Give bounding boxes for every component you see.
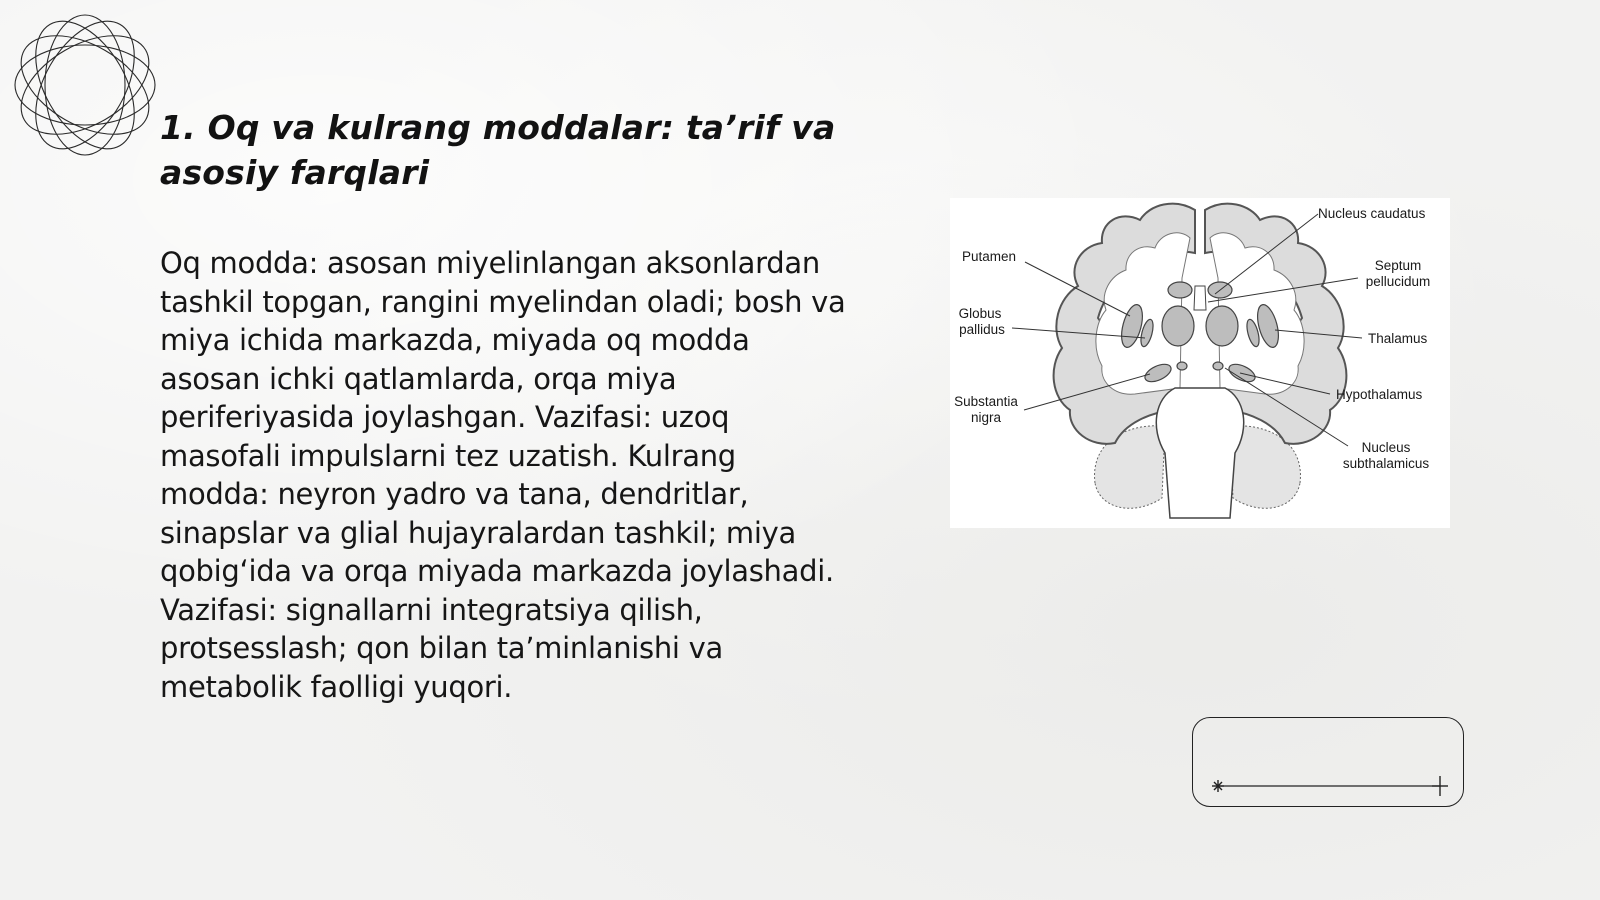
body-paragraph: Oq modda: asosan miyelinlangan aksonlardan tashkil topgan, rangini myelindan oladi; bosh va miya ichida markazda, miyada oq modda asosan ichki qatlamlarda, orqa miya periferiyasida joylashgan. Vazifasi: uzoq masofali impulslarni tez uzatish. Kulrang modda: neyron yadro va tana, dendritlar, sinapslar va glial hujayralardan tashkil; miya qobig‘ida va orqa miyada markazda joylashadi. Vazifasi: signallarni integratsiya qilish, protsesslash; qon bilan ta’minlanishi va metabolik faolligi yuqori.: [160, 246, 846, 704]
label-septum-line1: Septum: [1374, 258, 1422, 273]
decorative-line: [1210, 776, 1450, 796]
label-thalamus: Thalamus: [1368, 331, 1428, 346]
slide-title: 1. Oq va kulrang moddalar: ta’rif va asosiy farqlari: [160, 108, 836, 192]
label-putamen: Putamen: [962, 249, 1017, 264]
label-hypothalamus: Hypothalamus: [1336, 387, 1423, 402]
plus-star-icon: [1432, 776, 1448, 796]
label-globus-line1: Globus: [958, 306, 1002, 321]
label-septum-line2: pellucidum: [1365, 274, 1431, 289]
label-nucleus-subthalamicus-line1: Nucleus: [1361, 440, 1411, 455]
label-nucleus-caudatus: Nucleus caudatus: [1318, 206, 1426, 221]
label-globus-line2: pallidus: [959, 322, 1005, 337]
spirograph-logo-icon: [10, 10, 160, 160]
label-substantia-line1: Substantia: [954, 394, 1018, 409]
label-substantia-line2: nigra: [970, 410, 1002, 425]
brain-coronal-section-diagram: [950, 198, 1450, 528]
label-nucleus-subthalamicus-line2: subthalamicus: [1342, 456, 1430, 471]
sparkle-icon: [1212, 780, 1224, 792]
